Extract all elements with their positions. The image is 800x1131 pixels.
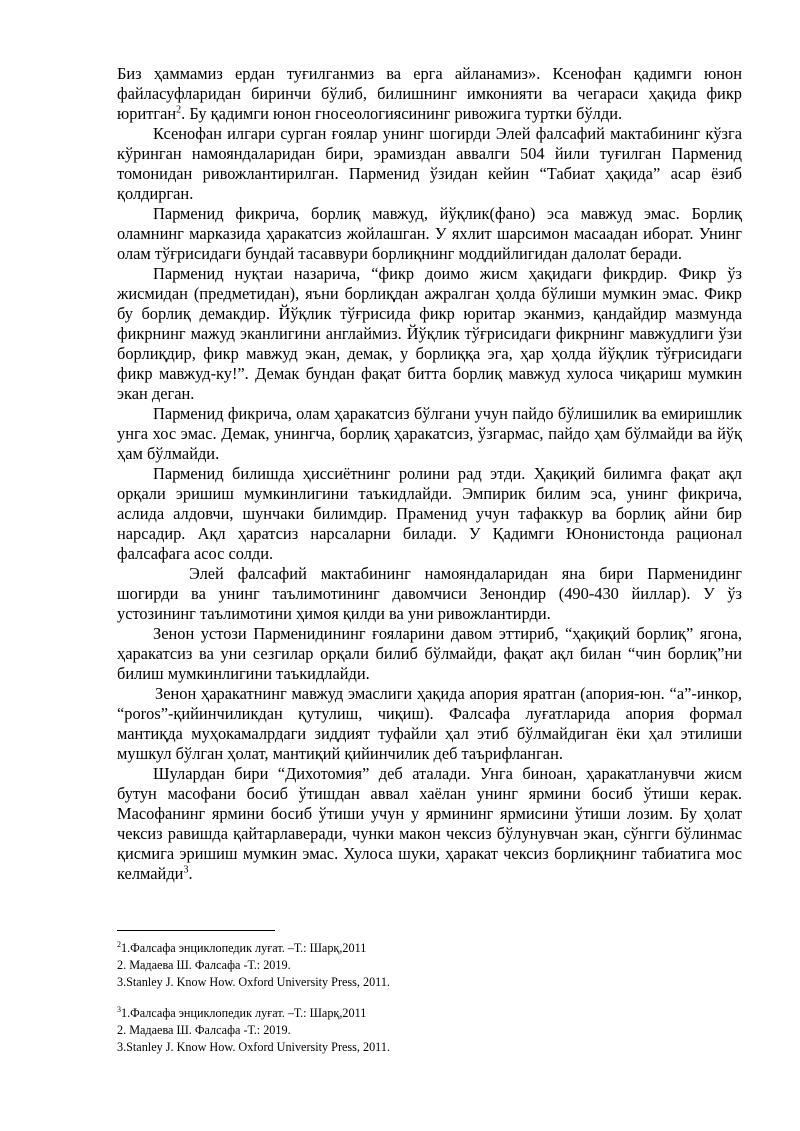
footnote-line — [117, 940, 757, 957]
footnote-ref-2: 2 — [176, 104, 182, 116]
footnote-ref-3: 3 — [183, 864, 189, 876]
document-body — [117, 64, 742, 884]
paragraph-10-tail: . — [188, 864, 193, 883]
footnote-line — [117, 1005, 757, 1022]
paragraph-2: Ксенофан илгари сурган ғоялар унинг шогирди Элей фалсафий мактабининг кўзга кўринган намояндаларидан бири, эрамиздан аввалги 504 йили туғилган Парменид томонидан ривожлантирилган. Парменид ўзидан кейин “Табиат ҳақида” асар ёзиб қолдирган. — [117, 124, 742, 203]
paragraph-1-tail: . Бу қадимги юнон гносеологиясининг ривожига туртки бўлди. — [181, 104, 623, 123]
paragraph-9: Зенон ҳаракатнинг мавжуд эмаслиги ҳақида апория яратган (апория-юн. “а”-инкор, “poros”-қийинчиликдан қутулиш, чиқиш). Фалсафа луғатларида апория формал мантиқда муҳокамалрдаги зиддият туфайли ҳал этиб бўлмайдиган ёки ҳал этилиши мушкул бўлган ҳолат, мантиқий қийинчилик деб таърифланган. — [117, 684, 742, 763]
paragraph-1-text: Биз ҳаммамиз ердан туғилганмиз ва ерга айланамиз». Ксенофан қадимги юнон файласуфларидан биринчи бўлиб, билишнинг имконияти ва чегараси ҳақида фикр юритган — [117, 64, 742, 123]
paragraph-7: Элей фалсафий мактабининг намояндаларидан яна бири Парменидинг шогирди ва унинг таълимотининг давомчиси Зенондир (490-430 йиллар). У ўз устозининг таълимотини ҳимоя қилди ва уни ривожлантирди. — [117, 564, 742, 623]
paragraph-10 — [117, 764, 742, 884]
footnote-block-2 — [117, 940, 757, 991]
footnote-mark: 3 — [117, 1004, 121, 1014]
paragraph-10-text: Шулардан бири “Дихотомия” деб аталади. Унга биноан, ҳаракатланувчи жисм бутун масофани босиб ўтишдан аввал хаёлан унинг ярмини босиб ўтиши керак. Масофанинг ярмини босиб ўтиши учун у ярмининг ярмисини ўтиши лозим. Бу ҳолат чексиз равишда қайтарлаверади, чунки макон чексиз бўлунувчан экан, сўнгги бўлинмас қисмига эришиш мумкин эмас. Хулоса шуки, ҳаракат чексиз борлиқнинг табиатига мос келмайди — [117, 764, 742, 883]
paragraph-3: Парменид фикрича, борлиқ мавжуд, йўқлик(фано) эса мавжуд эмас. Борлиқ оламнинг марказида ҳаракатсиз жойлашган. У яхлит шарсимон масаадан иборат. Унинг олам тўғрисидаги бундай тасаввури борлиқнинг моддийлигидан далолат беради. — [117, 204, 742, 263]
footnote-block-3 — [117, 1005, 757, 1056]
footnote-line: 3.Stanley J. Know How. Oxford University Press, 2011. — [117, 1040, 390, 1054]
footnote-text: 1.Фалсафа энциклопедик луғат. –Т.: Шарқ,2011 — [121, 941, 367, 955]
paragraph-6: Парменид билишда ҳиссиётнинг ролини рад этди. Ҳақиқий билимга фақат ақл орқали эришиш мумкинлигини таъкидлайди. Эмпирик билим эса, унинг фикрича, аслида алдовчи, шунчаки билимдир. Праменид учун тафаккур ва борлиқ айни бир нарсадир. Ақл ҳаратсиз нарсаларни билади. У Қадимги Юнонистонда рационал фалсафага асос солди. — [117, 464, 742, 563]
paragraph-5: Парменид фикрича, олам ҳаракатсиз бўлгани учун пайдо бўлишилик ва емиришлик унга хос эмас. Демак, унингча, борлиқ ҳаракатсиз, ўзгармас, пайдо ҳам бўлмайди ва йўқ ҳам бўлмайди. — [117, 404, 742, 463]
footnote-mark: 2 — [117, 939, 121, 949]
paragraph-1 — [117, 64, 742, 124]
footnote-line: 3.Stanley J. Know How. Oxford University Press, 2011. — [117, 975, 390, 989]
footnote-line: 2. Мадаева Ш. Фалсафа -Т.: 2019. — [117, 958, 291, 972]
paragraph-4: Парменид нуқтаи назарича, “фикр доимо жисм ҳақидаги фикрдир. Фикр ўз жисмидан (предметидан), яъни борлиқдан ажралган ҳолда бўлиши мумкин эмас. Фикр бу борлиқ демакдир. Йўқлик тўғрисида фикр юритар эканмиз, қандайдир мазмунда фикрнинг мажуд эканлигини англаймиз. Йўқлик тўғрисидаги фикрнинг мавжудлиги ўзи борлиқдир, фикр мавжуд экан, демак, у борлиққа эга, ҳар ҳолда йўқлик тўғрисидаги фикр мавжуд-ку!”. Демак бундан фақат битта борлиқ мавжуд хулоса чиқариш мумкин экан деган. — [117, 264, 742, 403]
footnote-separator — [117, 930, 275, 931]
paragraph-8: Зенон устози Парменидининг ғояларини давом эттириб, “ҳақиқий борлиқ” ягона, ҳаракатсиз ва уни сезгилар орқали билиб бўлмайди, фақат ақл билан “чин борлиқ”ни билиш мумкинлигини таъкидлайди. — [117, 624, 742, 683]
footnote-line: 2. Мадаева Ш. Фалсафа -Т.: 2019. — [117, 1023, 291, 1037]
footnote-text: 1.Фалсафа энциклопедик луғат. –Т.: Шарқ,2011 — [121, 1006, 367, 1020]
